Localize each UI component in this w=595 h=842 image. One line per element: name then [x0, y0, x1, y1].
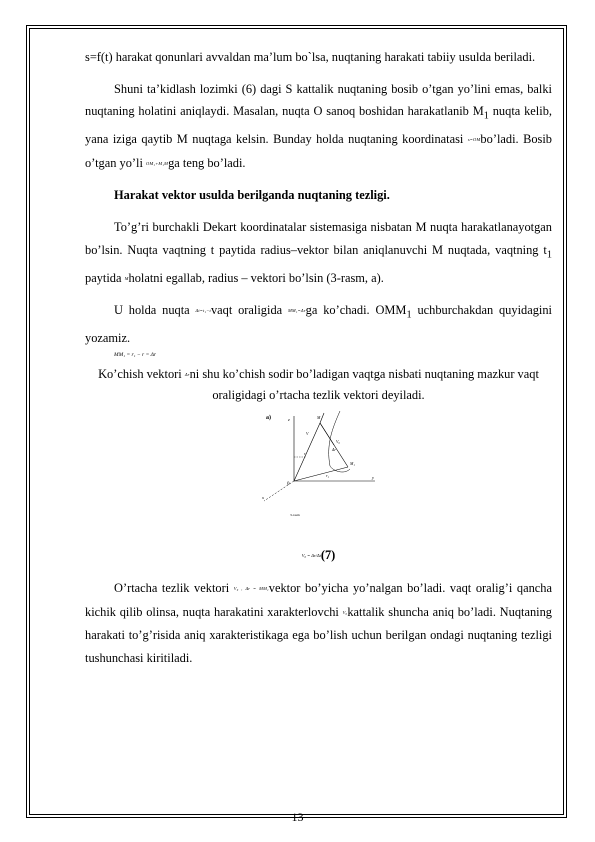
radius-vector-r1	[294, 467, 348, 481]
vector-diagram	[260, 411, 380, 539]
r-label: r	[304, 450, 306, 456]
m-label: M	[317, 414, 321, 420]
v0-label: V₀	[336, 438, 340, 444]
delta-r-label: Δr	[332, 446, 336, 452]
formula-s-om: s=OM	[467, 137, 481, 143]
avg-velocity-vector	[320, 423, 334, 445]
origin-label: 0	[287, 481, 290, 487]
section-heading: Harakat vektor usulda berilganda nuqtaning tezligi.	[114, 188, 390, 203]
y-axis-label: y	[372, 474, 374, 480]
page-number: 13	[291, 810, 304, 824]
r1-label: r₁	[326, 472, 329, 478]
z-axis-label: z	[288, 416, 290, 422]
formula-delta-r: Δr	[184, 371, 190, 377]
formula-path: OM₁+M₁M	[146, 160, 169, 166]
m1-label: M₁	[350, 460, 355, 466]
formula-v0: V₀	[342, 609, 348, 615]
x-axis	[264, 481, 294, 501]
paragraph-cartesian: To’g’ri burchakli Dekart koordinatalar sistemasiga nisbatan M nuqta harakatlanayotgan bo’lsin. Nuqta vaqtning t paytida radius–vektor bilan aniqlanuvchi M nuqtada, vaqtning $t_1$ paytida Mholatni egallab, radius – vektori bo’lsin (3-rasm, a).	[85, 220, 552, 285]
formula-triangle: MM₁ = r₁ − r = Δr	[114, 351, 157, 358]
paragraph-displacement: U holda nuqta Δt=t₁−tvaqt oraligida MM₁=Δrga ko’chadi. $OMM_1$ uchburchakdan quyidagini yozamiz.	[85, 303, 552, 346]
v-label: V	[306, 430, 309, 436]
formula-v0-dr: V₀ , Δr = MM₁	[233, 585, 269, 591]
formula-7-fraction: V₀ = Δr/Δt	[301, 552, 321, 558]
fig-label-a: a)	[266, 414, 271, 421]
formula-7	[85, 543, 552, 568]
formula-dt: Δt=t₁−t	[195, 308, 211, 314]
formula-mm1: MM₁=Δr	[287, 308, 306, 314]
velocity-arrow	[320, 413, 324, 423]
figure-3a	[85, 411, 552, 539]
paragraph-velocity-direction: O’rtacha tezlik vektori V₀ , Δr = MM₁vektor bo’yicha yo’nalgan bo’ladi. vaqt oralig’i qancha kichik qilib olinsa, nuqta harakatini xarakterlovchi V₀kattalik shuncha aniq bo’ladi. Nuqtaning harakati to’g’risida aniq xarakteristikaga ega bo’lish uchun berilgan ondagi nuqtaning tezligi tushunchasi kiritiladi.	[85, 580, 552, 665]
formula-m: M	[124, 275, 129, 281]
formula-7-label: (7)	[320, 547, 336, 562]
page-content	[85, 46, 552, 669]
paragraph-coordinate: Shuni ta’kidlash lozimki (6) dagi S kattalik nuqtaning bosib o’tgan yo’lini emas, balki nuqtaning holatini aniqlaydi. Masalan, nuqta O sanoq boshidan harakatlanib $M_1$ nuqta kelib, yana iziga qaytib M nuqtaga kelsin. Bunday holda nuqtaning koordinatasi s=OMbo’ladi. Bosib o’tgan yo’li OM₁+M₁Mga teng bo’ladi.	[85, 81, 552, 170]
figure-caption: 3-rasm	[290, 512, 300, 517]
x-axis-label: x	[262, 494, 264, 500]
paragraph-average-velocity: Ko’chish vektori Δrni shu ko’chish sodir bo’ladigan vaqtga nisbati nuqtaning mazkur vaqt oraligidagi o’rtacha tezlik vektori deyiladi.	[98, 366, 539, 402]
paragraph-intro: s=f(t) harakat qonunlari avvaldan ma’lum bo`lsa, nuqtaning harakati tabiiy usulda beriladi.	[85, 50, 536, 64]
